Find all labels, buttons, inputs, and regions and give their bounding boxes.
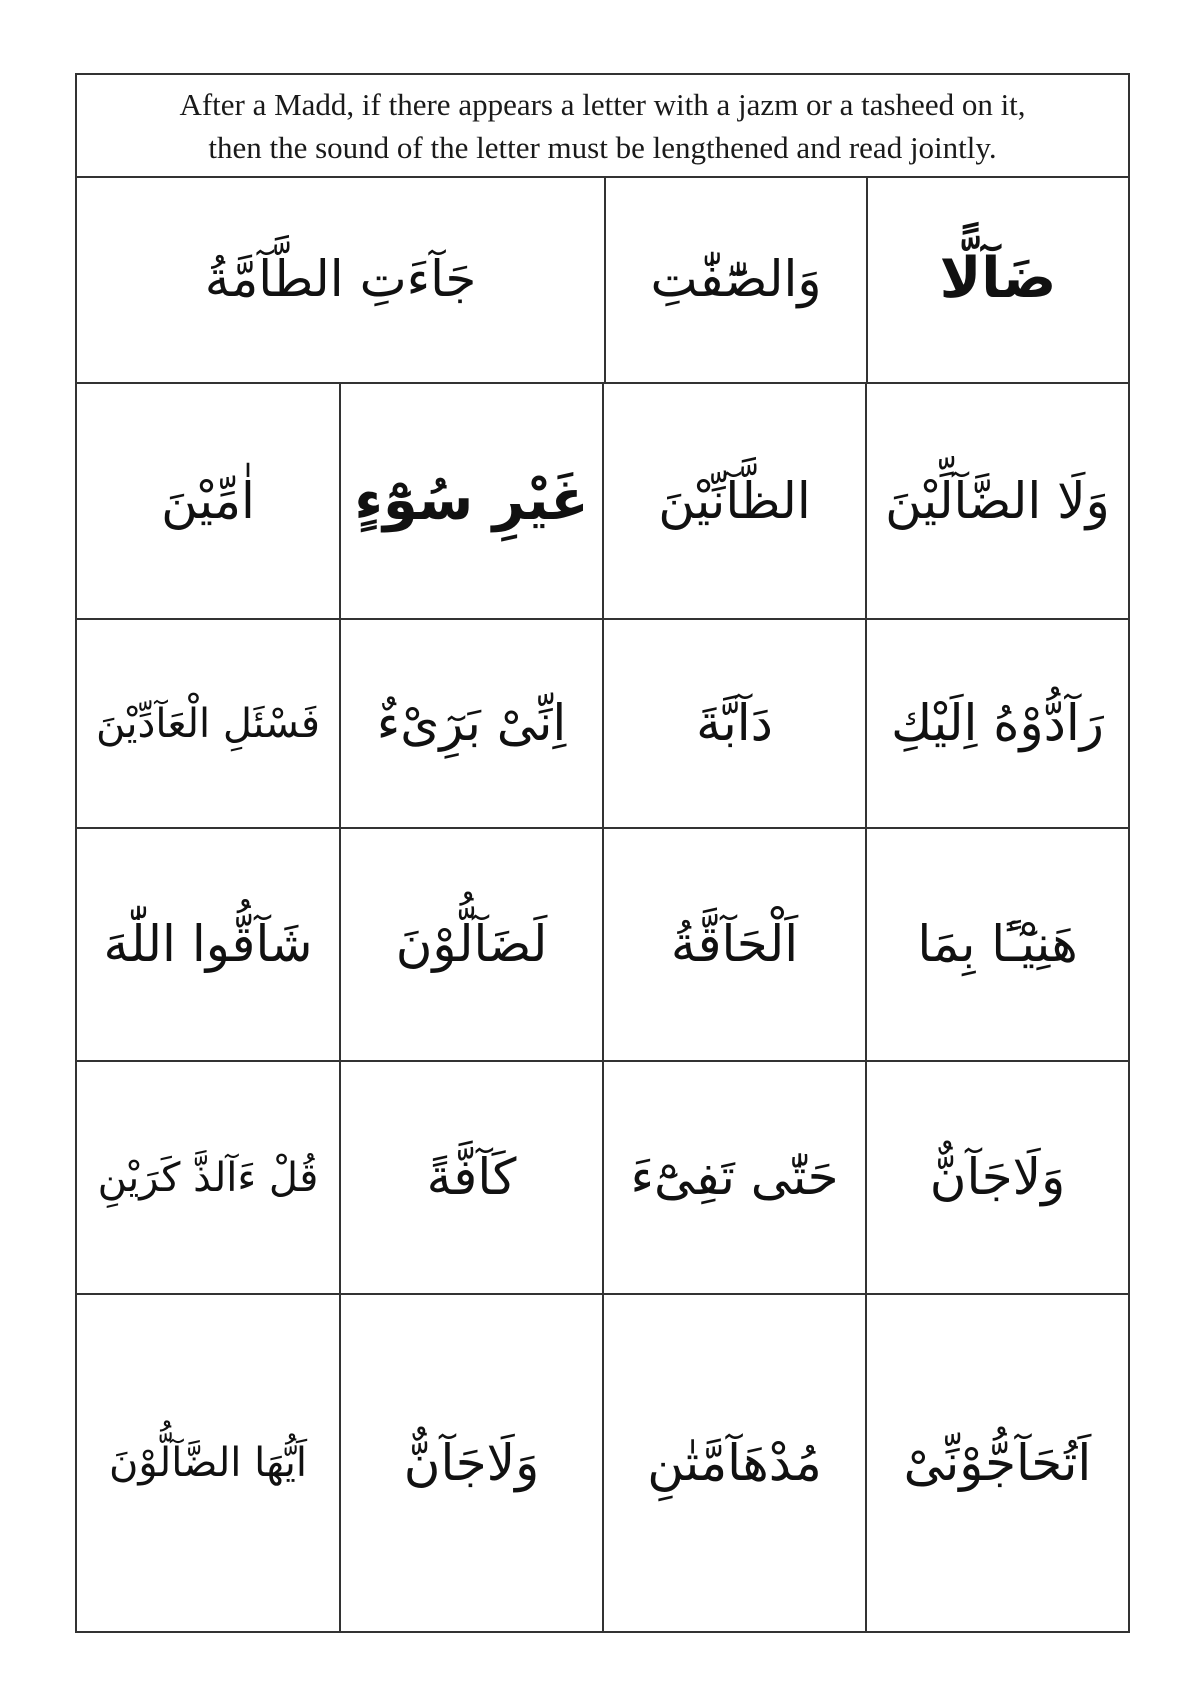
instruction-text <box>169 83 1035 169</box>
word-cell <box>865 620 1128 827</box>
instruction-box <box>77 75 1128 178</box>
word-cell <box>77 829 339 1060</box>
word-cell <box>602 1062 865 1293</box>
word-cell <box>865 1295 1128 1631</box>
word-cell <box>604 176 866 382</box>
grid-row-5 <box>77 1062 1128 1295</box>
arabic-word: رَآدُّوْهُ اِلَيْكِ <box>891 694 1104 752</box>
word-cell <box>339 620 602 827</box>
word-cell <box>865 829 1128 1060</box>
grid-row-1 <box>77 176 1128 384</box>
grid-row-4 <box>77 829 1128 1062</box>
instruction-line-2: then the sound of the letter must be lengthened and read jointly. <box>208 129 997 165</box>
arabic-word: وَلَاجَآنٌّ <box>403 1433 540 1492</box>
arabic-word: شَآقُّوا اللّٰهَ <box>103 915 313 973</box>
word-cell <box>866 176 1128 382</box>
word-cell <box>77 620 339 827</box>
word-cell-wide <box>77 176 604 382</box>
word-cell <box>602 1295 865 1631</box>
word-cell <box>602 829 865 1060</box>
arabic-word: كَآفَّةً <box>426 1148 517 1206</box>
arabic-word: غَيْرِ سُوْٓءٍ <box>354 467 589 533</box>
word-cell <box>339 384 602 618</box>
arabic-word: وَلَاجَآنٌّ <box>929 1148 1066 1206</box>
arabic-word: فَسْئَلِ الْعَآدِّيْنَ <box>95 700 321 747</box>
arabic-word: حَتّٰى تَفِىْٓءَ <box>630 1148 839 1206</box>
grid-row-2 <box>77 384 1128 620</box>
arabic-word: وَالصّٰٓفّٰتِ <box>650 249 822 308</box>
grid-row-3 <box>77 620 1128 829</box>
word-cell <box>865 384 1128 618</box>
word-grid <box>77 176 1128 1633</box>
arabic-word: الظَّآنِّيْنَ <box>658 471 811 530</box>
arabic-word: ضَآلًّا <box>939 245 1057 311</box>
word-cell <box>602 620 865 827</box>
arabic-word: وَلَا الضَّآلِّيْنَ <box>885 471 1110 530</box>
word-cell <box>865 1062 1128 1293</box>
arabic-word: اَتُحَآجُّوْنِّىْ <box>903 1433 1092 1492</box>
word-cell <box>77 1062 339 1293</box>
word-cell <box>77 384 339 618</box>
arabic-word: اٰمِّيْنَ <box>161 471 255 530</box>
arabic-word: اَلْحَآقَّةُ <box>670 915 799 973</box>
instruction-line-1: After a Madd, if there appears a letter with a jazm or a tasheed on it, <box>179 86 1026 122</box>
arabic-word: مُدْهَآمَّتٰنِ <box>647 1433 822 1492</box>
word-cell <box>339 1062 602 1293</box>
arabic-word: لَضَآلُّوْنَ <box>395 915 548 973</box>
word-cell <box>77 1295 339 1631</box>
arabic-word: اَيُّهَا الضَّآلُّوْنَ <box>109 1440 307 1486</box>
word-cell <box>602 384 865 618</box>
arabic-word: اِنِّىْ بَرِٓىْءٌ <box>376 694 567 752</box>
word-cell <box>339 1295 602 1631</box>
grid-row-6 <box>77 1295 1128 1631</box>
arabic-word: قُلْ ءَآلذَّ كَرَيْنِ <box>97 1154 319 1201</box>
worksheet <box>75 73 1130 1633</box>
word-cell <box>339 829 602 1060</box>
arabic-word: دَآبَّةَ <box>696 694 773 752</box>
arabic-word: هَنِيْٓـًٔا بِمَا <box>917 915 1078 973</box>
arabic-word: جَآءَتِ الطَّآمَّةُ <box>204 249 477 308</box>
